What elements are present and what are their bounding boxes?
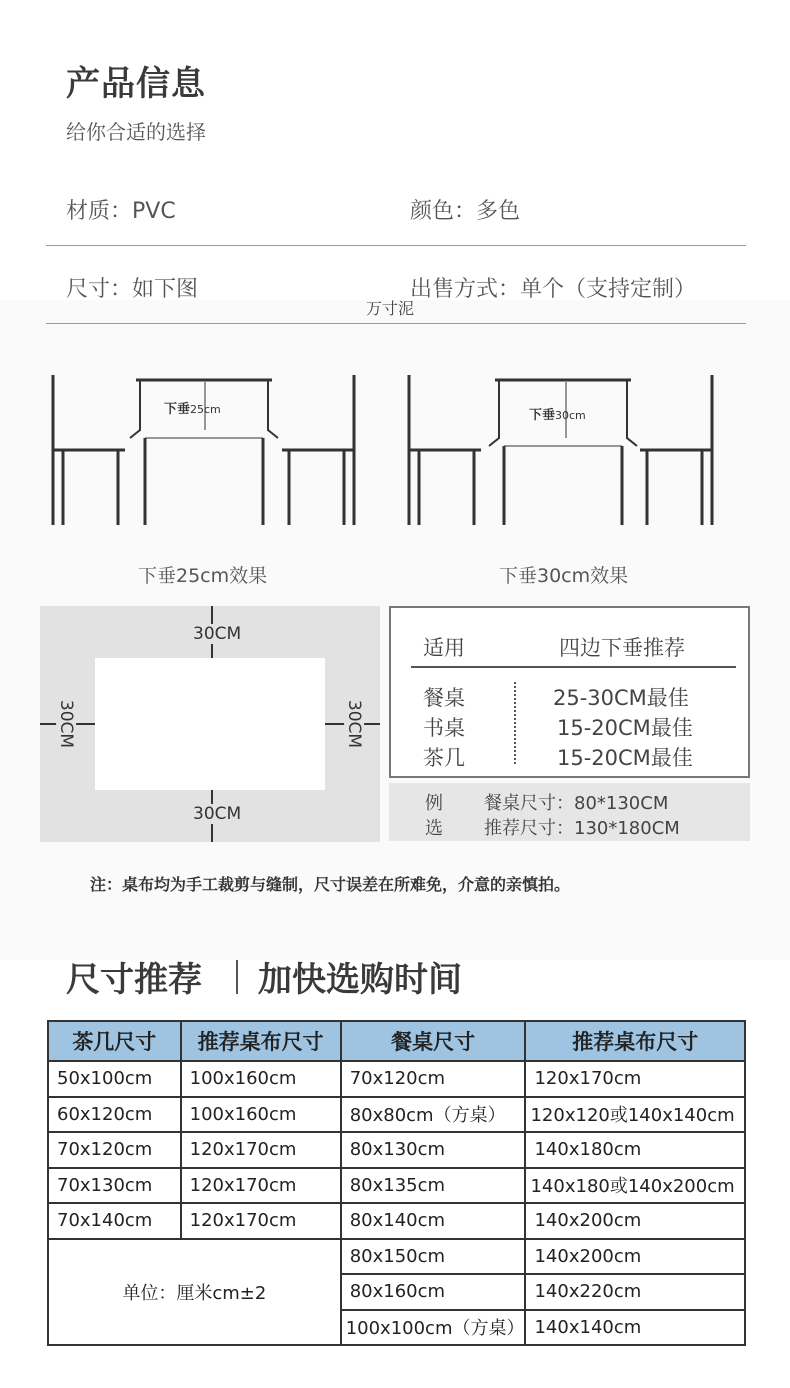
table-cell: 100x160cm <box>181 1061 341 1097</box>
table-cell: 70x120cm <box>341 1061 526 1097</box>
table-row <box>48 1132 745 1168</box>
table-cell: 100x160cm <box>181 1097 341 1133</box>
table-cell: 100x100cm（方桌） <box>341 1310 526 1346</box>
table-cell: 120x170cm <box>181 1203 341 1239</box>
rec-value-0: 25-30CM最佳 <box>553 686 689 710</box>
header-dining-table-size: 餐桌尺寸 <box>341 1021 526 1061</box>
table-row <box>48 1097 745 1133</box>
spec-material: 材质：PVC <box>66 199 176 224</box>
table-cell: 70x120cm <box>48 1132 181 1168</box>
drape-tag-30 <box>529 404 586 423</box>
size-recommendation-table <box>47 1020 746 1346</box>
table-cell: 120x170cm <box>525 1061 745 1097</box>
rec-header-drape: 四边下垂推荐 <box>559 636 685 660</box>
table-cell: 80x135cm <box>341 1168 526 1204</box>
page-title: 产品信息 <box>66 64 206 104</box>
example-label-2: 选 <box>425 818 443 839</box>
table-cell: 70x130cm <box>48 1168 181 1204</box>
table-row <box>48 1061 745 1097</box>
table-cell: 60x120cm <box>48 1097 181 1133</box>
rec-use-2: 茶几 <box>423 746 465 770</box>
drape-caption-25: 下垂25cm效果 <box>138 565 268 587</box>
header-recommended-cloth-2: 推荐桌布尺寸 <box>525 1021 745 1061</box>
dim-label-left: 30CM <box>56 699 77 749</box>
unit-note: 单位：厘米cm±2 <box>48 1239 341 1346</box>
rec-value-1: 15-20CM最佳 <box>557 716 693 740</box>
header-recommended-cloth-1: 推荐桌布尺寸 <box>181 1021 341 1061</box>
spec-sale: 出售方式：单个（支持定制） <box>410 277 697 302</box>
example-line-2: 推荐尺寸：130*180CM <box>484 818 680 839</box>
table-cell: 120x120或140x140cm <box>525 1097 745 1133</box>
drape-tag-25-value: 25cm <box>190 403 221 416</box>
rec-use-0: 餐桌 <box>423 686 465 710</box>
drape-caption-30: 下垂30cm效果 <box>499 565 629 587</box>
tabletop-area <box>95 658 325 790</box>
table-cell: 120x170cm <box>181 1132 341 1168</box>
example-line-1: 餐桌尺寸：80*130CM <box>484 793 669 814</box>
drape-tag-25-label: 下垂 <box>164 402 191 417</box>
table-cell: 80x160cm <box>341 1274 526 1310</box>
table-cell: 140x180cm <box>525 1132 745 1168</box>
example-label-1: 例 <box>425 793 443 814</box>
table-30cm-illustration <box>409 375 712 525</box>
dim-label-top: 30CM <box>193 624 242 644</box>
page-subtitle: 给你合适的选择 <box>66 120 206 144</box>
section-subtitle <box>258 952 462 1001</box>
table-cell: 140x220cm <box>525 1274 745 1310</box>
spec-row-1 <box>46 176 746 246</box>
table-cell: 80x80cm（方桌） <box>341 1097 526 1133</box>
rec-header-use: 适用 <box>423 636 465 660</box>
section-title-right: 加快选购时间 <box>258 960 462 1000</box>
table-row <box>48 1203 745 1239</box>
table-cell: 70x140cm <box>48 1203 181 1239</box>
table-header-row <box>48 1021 745 1061</box>
section-title <box>66 952 202 1001</box>
spec-size: 尺寸：如下图 <box>66 277 199 302</box>
drape-tag-30-label: 下垂 <box>529 408 556 423</box>
table-cell: 80x150cm <box>341 1239 526 1275</box>
table-cell: 80x140cm <box>341 1203 526 1239</box>
rec-value-2: 15-20CM最佳 <box>557 746 693 770</box>
drape-illustration <box>0 360 790 540</box>
table-row <box>48 1239 745 1275</box>
table-cell: 120x170cm <box>181 1168 341 1204</box>
rec-use-1: 书桌 <box>423 716 465 740</box>
drape-recommendation-table <box>389 606 750 778</box>
section-title-left: 尺寸推荐 <box>66 960 202 1000</box>
header-coffee-table-size: 茶几尺寸 <box>48 1021 181 1061</box>
table-row <box>48 1168 745 1204</box>
dimension-diagram <box>40 606 380 842</box>
rec-divider <box>411 666 736 668</box>
table-cell: 140x180或140x200cm <box>525 1168 745 1204</box>
drape-tag-30-value: 30cm <box>555 409 586 422</box>
dim-label-bottom: 30CM <box>193 804 242 824</box>
dim-label-right: 30CM <box>344 699 365 749</box>
spec-color: 颜色：多色 <box>410 199 521 224</box>
drape-tag-25 <box>164 398 221 417</box>
example-box <box>389 783 750 841</box>
table-cell: 80x130cm <box>341 1132 526 1168</box>
table-cell: 140x200cm <box>525 1239 745 1275</box>
watermark-text: 万寸泥 <box>366 299 415 318</box>
rec-dotted-separator <box>514 682 516 764</box>
table-cell: 50x100cm <box>48 1061 181 1097</box>
table-cell: 140x140cm <box>525 1310 745 1346</box>
section-title-divider <box>236 960 238 994</box>
table-cell: 140x200cm <box>525 1203 745 1239</box>
disclaimer-note: 注：桌布均为手工裁剪与缝制，尺寸误差在所难免，介意的亲慎拍。 <box>90 875 571 894</box>
